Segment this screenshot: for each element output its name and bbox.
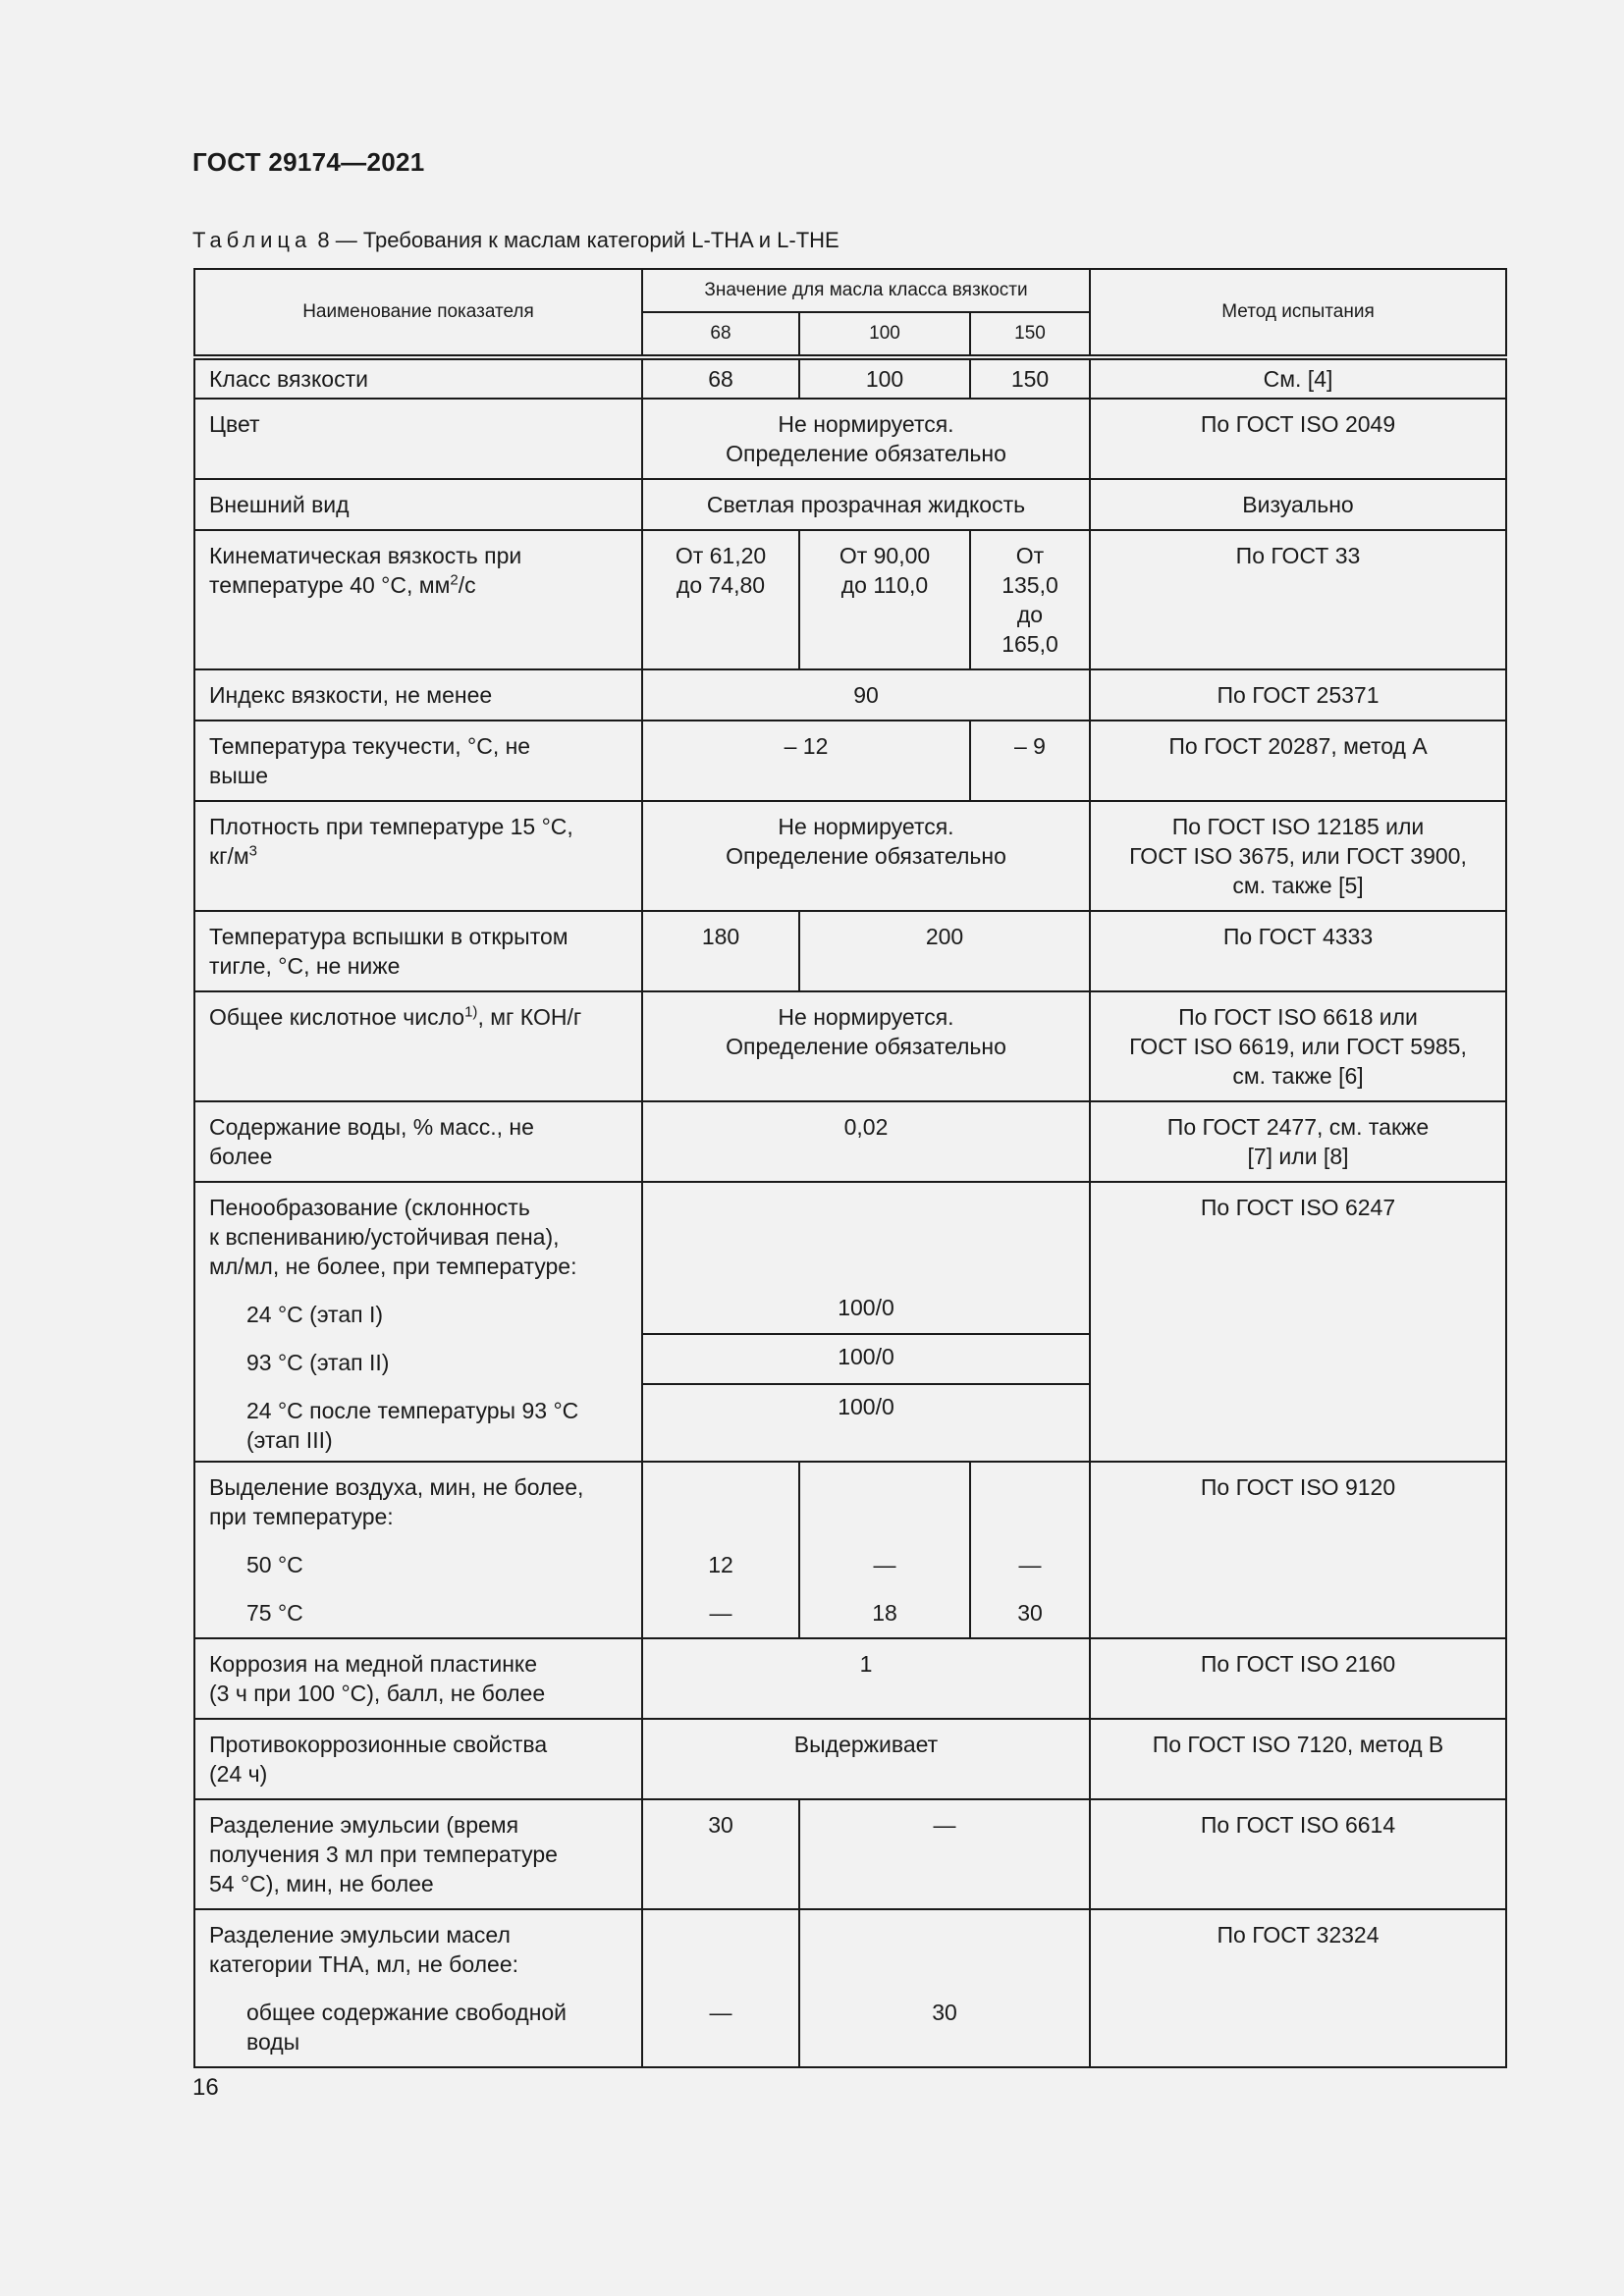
row-name: Общее кислотное число$^{1)}$, мг КОН/г xyxy=(194,991,642,1101)
table-row xyxy=(194,399,1506,479)
page-number: 16 xyxy=(192,2074,219,2101)
cell-method: Визуально xyxy=(1090,479,1506,530)
table-row xyxy=(194,357,1506,399)
table-row xyxy=(194,1719,1506,1799)
cell-value: 30 xyxy=(642,1799,799,1909)
table-row xyxy=(194,911,1506,991)
cell-value: 90 xyxy=(642,669,1090,721)
cell-value: 100 xyxy=(799,357,970,399)
table-row xyxy=(194,1909,1506,2067)
cell-value: Не нормируется. Определение обязательно xyxy=(642,991,1090,1101)
header-class-68: 68 xyxy=(642,312,799,357)
table-row xyxy=(194,801,1506,911)
cell-value: – 9 xyxy=(970,721,1090,801)
table-row xyxy=(194,669,1506,721)
table-caption-text: 8 — Требования к маслам категорий L-THA и L-THE xyxy=(317,228,839,252)
cell-empty xyxy=(642,1182,1090,1291)
row-name: Плотность при температуре 15 °С, $кг/м^3$ xyxy=(194,801,642,911)
cell-method: По ГОСТ ISO 12185 или ГОСТ ISO 3675, или ГОСТ 3900, см. также [5] xyxy=(1090,801,1506,911)
row-name: Коррозия на медной пластинке (3 ч при 100 °С), балл, не более xyxy=(194,1638,642,1719)
document-title: ГОСТ 29174—2021 xyxy=(192,147,425,177)
cell-line: Не нормируется. xyxy=(778,411,954,437)
cell-value: 100/0 xyxy=(642,1334,1090,1384)
row-name: Противокоррозионные свойства (24 ч) xyxy=(194,1719,642,1799)
cell-method: По ГОСТ ISO 6247 xyxy=(1090,1182,1506,1462)
cell-method: По ГОСТ 32324 xyxy=(1090,1909,1506,2067)
row-name: Разделение эмульсии (время получения 3 мл при температуре 54 °С), мин, не более xyxy=(194,1799,642,1909)
table-row xyxy=(194,1799,1506,1909)
sub-item: (этап III) xyxy=(246,1427,333,1453)
cell-method: По ГОСТ ISO 9120 xyxy=(1090,1462,1506,1638)
cell-value: От 61,20 до 74,80 xyxy=(642,530,799,669)
sub-item: общее содержание свободной xyxy=(246,2000,568,2025)
cell-value: Выдерживает xyxy=(642,1719,1090,1799)
header-class-100: 100 xyxy=(799,312,970,357)
row-name: Разделение эмульсии масел категории ТНА, мл, не более: общее содержание свободной воды xyxy=(194,1909,642,2067)
header-class-150: 150 xyxy=(970,312,1090,357)
cell-method: По ГОСТ ISO 2160 xyxy=(1090,1638,1506,1719)
table-row xyxy=(194,530,1506,669)
cell-value xyxy=(642,399,1090,479)
requirements-table xyxy=(193,268,1507,2068)
cell-method: По ГОСТ ISO 6614 xyxy=(1090,1799,1506,1909)
cell-value: 68 xyxy=(642,357,799,399)
sub-item: 75 °С xyxy=(246,1600,303,1626)
table-row xyxy=(194,1462,1506,1638)
cell-value: 100/0 xyxy=(642,1291,1090,1334)
table-row xyxy=(194,1182,1506,1291)
cell-value: Светлая прозрачная жидкость xyxy=(642,479,1090,530)
cell-value: От 90,00 до 110,0 xyxy=(799,530,970,669)
row-name-line: температуре 40 °С, $мм^2/с$ xyxy=(209,571,476,598)
cell-method: По ГОСТ ISO 2049 xyxy=(1090,399,1506,479)
row-name: Класс вязкости xyxy=(194,357,642,399)
cell-value: 200 xyxy=(799,911,1090,991)
row-name: Пенообразование (склонность к вспениванию/устойчивая пена), мл/мл, не более, при температуре: 24 °С (этап I) 93 °С (этап II) 24 °С после температуры 93 °С (этап III) xyxy=(194,1182,642,1462)
table-caption xyxy=(192,228,839,253)
cell-value: — 30 xyxy=(970,1462,1090,1638)
row-name: Внешний вид xyxy=(194,479,642,530)
cell-value: 0,02 xyxy=(642,1101,1090,1182)
table-row xyxy=(194,479,1506,530)
row-name: Цвет xyxy=(194,399,642,479)
table-row xyxy=(194,1638,1506,1719)
header-value-group: Значение для масла класса вязкости xyxy=(642,269,1090,312)
cell-method: По ГОСТ 2477, см. также [7] или [8] xyxy=(1090,1101,1506,1182)
row-name xyxy=(194,530,642,669)
row-name: Содержание воды, % масс., не более xyxy=(194,1101,642,1182)
cell-method: По ГОСТ ISO 6618 или ГОСТ ISO 6619, или ГОСТ 5985, см. также [6] xyxy=(1090,991,1506,1101)
cell-method: См. [4] xyxy=(1090,357,1506,399)
cell-method: По ГОСТ 25371 xyxy=(1090,669,1506,721)
cell-method: По ГОСТ 4333 xyxy=(1090,911,1506,991)
sub-item: 93 °С (этап II) xyxy=(246,1350,390,1375)
cell-value: 30 xyxy=(799,1909,1090,2067)
row-name: Индекс вязкости, не менее xyxy=(194,669,642,721)
row-name: Выделение воздуха, мин, не более, при температуре: 50 °С 75 °С xyxy=(194,1462,642,1638)
cell-value: 180 xyxy=(642,911,799,991)
cell-method: По ГОСТ ISO 7120, метод В xyxy=(1090,1719,1506,1799)
sub-item: 24 °С после температуры 93 °С xyxy=(246,1398,579,1423)
row-name-line: Кинематическая вязкость при xyxy=(209,543,522,568)
row-name: Температура текучести, °С, не выше xyxy=(194,721,642,801)
table-row xyxy=(194,721,1506,801)
table-row xyxy=(194,1101,1506,1182)
cell-value: 100/0 xyxy=(642,1384,1090,1462)
sub-item: воды xyxy=(246,2029,300,2055)
cell-value: 12 — xyxy=(642,1462,799,1638)
cell-value: От 135,0 до 165,0 xyxy=(970,530,1090,669)
table-caption-prefix: Таблица xyxy=(192,228,312,252)
cell-value: — xyxy=(642,1909,799,2067)
cell-value: – 12 xyxy=(642,721,970,801)
sub-item: 50 °С xyxy=(246,1552,303,1577)
cell-line: Определение обязательно xyxy=(726,441,1006,466)
cell-method: По ГОСТ 20287, метод А xyxy=(1090,721,1506,801)
table-row xyxy=(194,991,1506,1101)
cell-value: — xyxy=(799,1799,1090,1909)
cell-value: — 18 xyxy=(799,1462,970,1638)
cell-value: 150 xyxy=(970,357,1090,399)
row-name: Температура вспышки в открытом тигле, °С, не ниже xyxy=(194,911,642,991)
sub-item: 24 °С (этап I) xyxy=(246,1302,384,1327)
header-name-column: Наименование показателя xyxy=(194,269,642,357)
cell-method: По ГОСТ 33 xyxy=(1090,530,1506,669)
cell-value: 1 xyxy=(642,1638,1090,1719)
header-method-column: Метод испытания xyxy=(1090,269,1506,357)
cell-value: Не нормируется. Определение обязательно xyxy=(642,801,1090,911)
